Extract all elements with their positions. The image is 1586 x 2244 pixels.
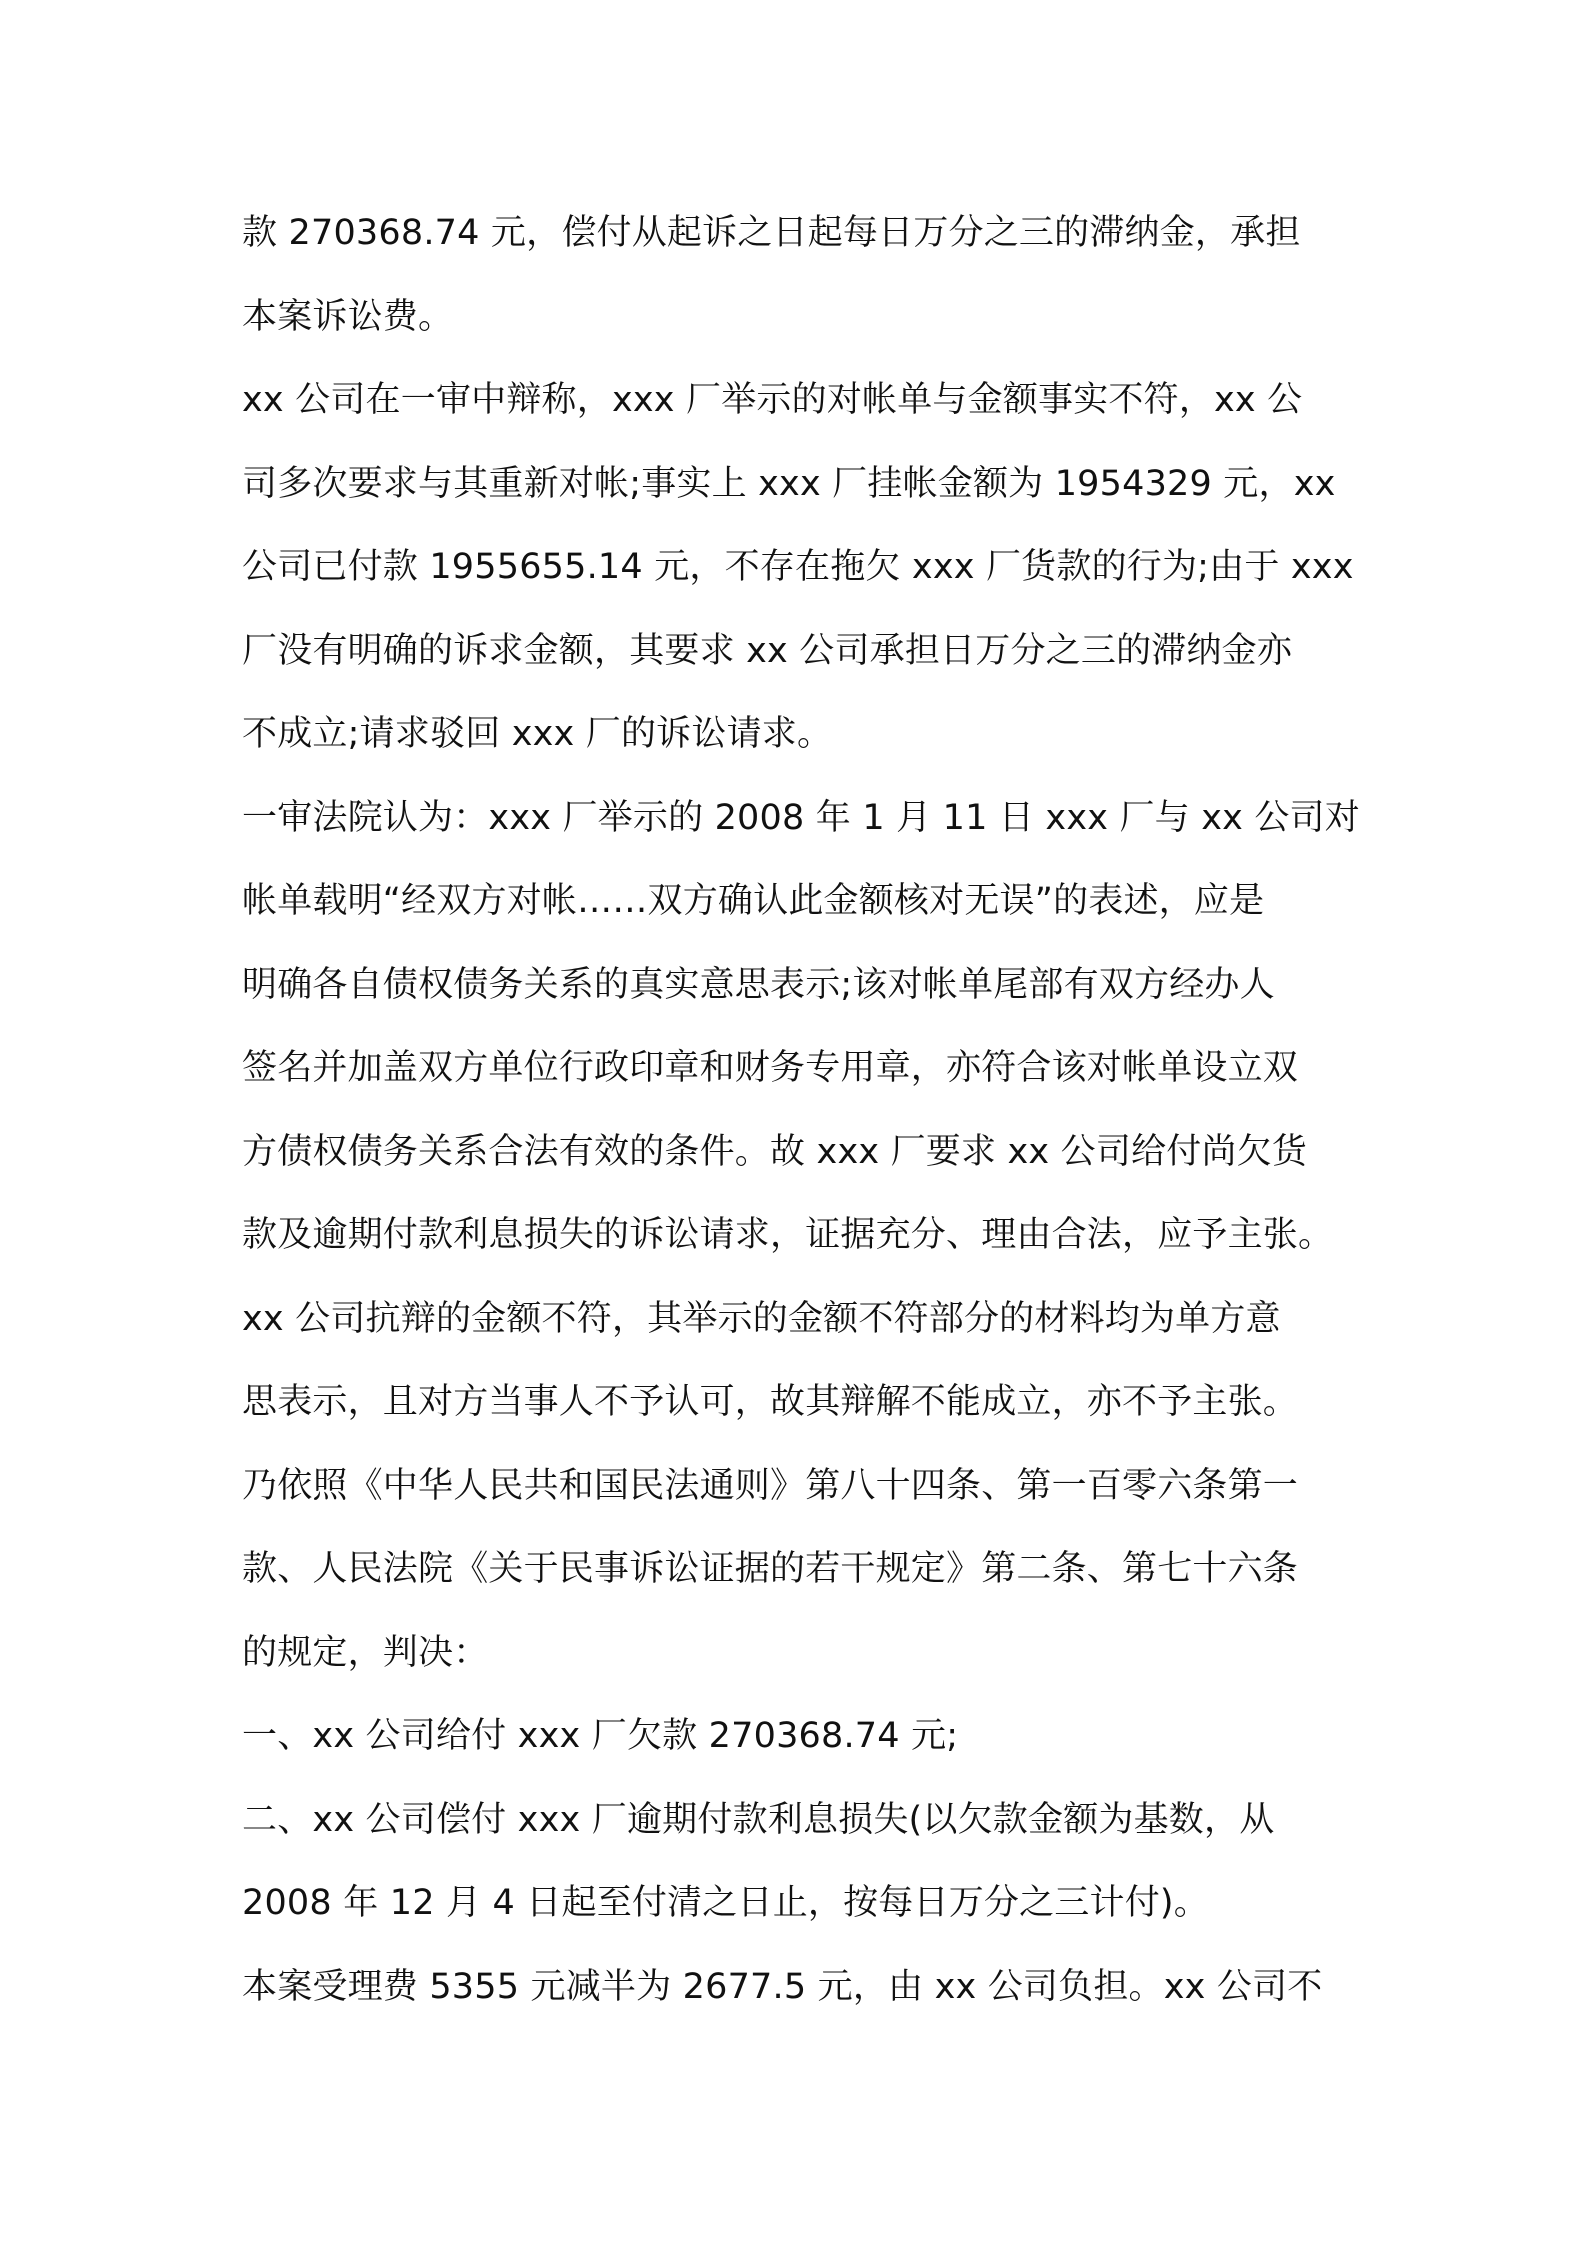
text-line: 签名并加盖双方单位行政印章和财务专用章，亦符合该对帐单设立双 — [242, 1048, 1299, 1088]
text-line: 思表示，且对方当事人不予认可，故其辩解不能成立，亦不予主张。 — [242, 1382, 1299, 1422]
judgment-text-body — [242, 192, 1362, 2029]
text-line: 本案诉讼费。 — [242, 296, 454, 337]
text-line: xx 公司抗辩的金额不符，其举示的金额不符部分的材料均为单方意 — [242, 1298, 1281, 1339]
text-line: 一、xx 公司给付 xxx 厂欠款 270368.74 元; — [242, 1716, 959, 1756]
text-line: 厂没有明确的诉求金额，其要求 xx 公司承担日万分之三的滞纳金亦 — [242, 630, 1293, 671]
text-line: 明确各自债权债务关系的真实意思表示;该对帐单尾部有双方经办人 — [242, 964, 1275, 1005]
text-line: 2008 年 12 月 4 日起至付清之日止，按每日万分之三计付)。 — [242, 1883, 1209, 1923]
text-line: 款、人民法院《关于民事诉讼证据的若干规定》第二条、第七十六条 — [242, 1549, 1299, 1589]
text-line: 二、xx 公司偿付 xxx 厂逾期付款利息损失(以欠款金额为基数，从 — [242, 1799, 1275, 1840]
text-line: 方债权债务关系合法有效的条件。故 xxx 厂要求 xx 公司给付尚欠货 — [242, 1131, 1308, 1172]
text-line: 款 270368.74 元，偿付从起诉之日起每日万分之三的滞纳金，承担 — [242, 213, 1301, 253]
text-line: 乃依照《中华人民共和国民法通则》第八十四条、第一百零六条第一 — [242, 1465, 1299, 1506]
text-line: 帐单载明“经双方对帐……双方确认此金额核对无误”的表述，应是 — [242, 881, 1265, 921]
text-line: 公司已付款 1955655.14 元，不存在拖欠 xxx 厂货款的行为;由于 xxx — [242, 547, 1354, 587]
text-line: 不成立;请求驳回 xxx 厂的诉讼请求。 — [242, 714, 833, 754]
text-line: 一审法院认为：xxx 厂举示的 2008 年 1 月 11 日 xxx 厂与 xx 公司对 — [242, 797, 1360, 838]
text-line: 的规定，判决： — [242, 1632, 489, 1673]
text-line: 款及逾期付款利息损失的诉讼请求，证据充分、理由合法，应予主张。 — [242, 1215, 1334, 1255]
text-line: 司多次要求与其重新对帐;事实上 xxx 厂挂帐金额为 1954329 元，xx — [242, 463, 1336, 504]
text-line: 本案受理费 5355 元减半为 2677.5 元，由 xx 公司负担。xx 公司不 — [242, 1966, 1323, 2007]
text-line: xx 公司在一审中辩称，xxx 厂举示的对帐单与金额事实不符，xx 公 — [242, 380, 1303, 420]
